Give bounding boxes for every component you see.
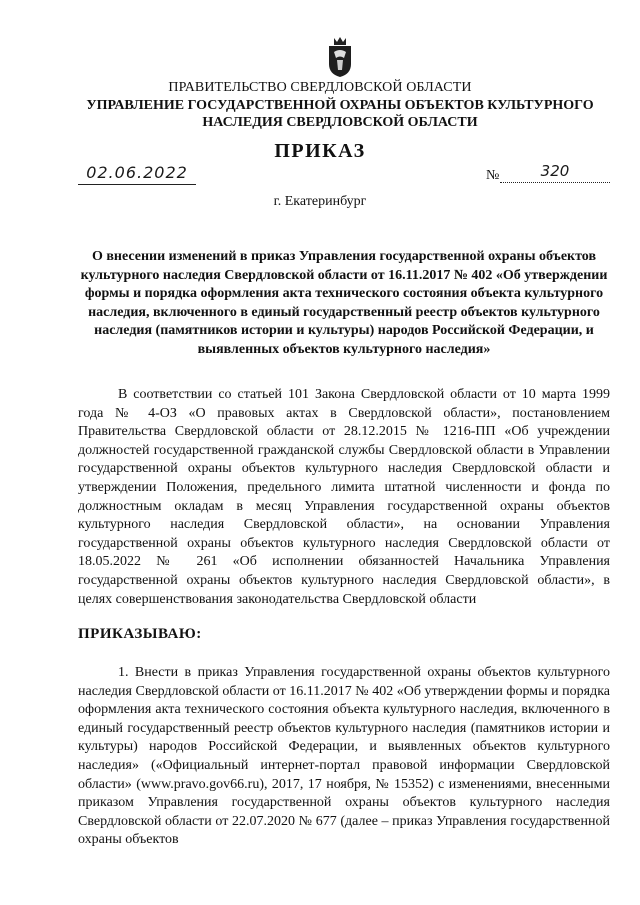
order-word: ПРИКАЗЫВАЮ: [78,626,202,642]
clause-1-paragraph: 1. Внести в приказ Управления государственной охраны объектов культурного наследия Свердловской области от 16.11.2017 № 402 «Об утверждении формы и порядка оформления акта технического состояния объекта культурного наследия, включенного в единый государственный реестр объектов культурного наследия (памятников истории и культуры) народов Российской Федерации, и выявленных объектов культурного наследия» («Официальный интернет-портал правовой информации Свердловской области» (www.pravo.gov66.ru), 2017, 17 ноября, № 15352) с изменениями, внесенными приказом Управления государственной охраны объектов культурного наследия Свердловской области от 22.07.2020 № 677 (далее – приказ Управления государственной охраны объектов [78,665,610,848]
document-type-title: ПРИКАЗ [274,140,366,162]
government-name: ПРАВИТЕЛЬСТВО СВЕРДЛОВСКОЙ ОБЛАСТИ [168,80,472,95]
preamble-paragraph: В соответствии со статьей 101 Закона Свердловской области от 10 марта 1999 года № 4-ОЗ «О правовых актах в Свердловской области», постановлением Правительства Свердловской области от 28.12.2015 № 1216-ПП «Об учреждении должностей государственной гражданской службы Свердловской области в Управлении государственной охраны объектов культурного наследия Свердловской области и утверждении Положения, предельного лимита штатной численности и фонда по должностным окладам в месяц Управления государственной охраны объектов культурного наследия Свердловской области», на основании Управления государственной охраны объектов культурного наследия Свердловской области от 18.05.2022 № 261 «Об исполнении обязанностей Начальника Управления государственной охраны объектов культурного наследия Свердловской области», в целях совершенствования законодательства Свердловской области [78,387,610,607]
number-label: № [486,168,500,183]
department-name: УПРАВЛЕНИЕ ГОСУДАРСТВЕННОЙ ОХРАНЫ ОБЪЕКТОВ КУЛЬТУРНОГО НАСЛЕДИЯ СВЕРДЛОВСКОЙ ОБЛАСТИ [86,98,594,130]
order-number: 320 [500,160,610,183]
order-subject: О внесении изменений в приказ Управления государственной охраны объектов культурного наследия Свердловской области от 16.11.2017 № 402 «Об утверждении формы и порядка оформления акта технического состояния объекта культурного наследия, включенного в единый государственный реестр объектов культурного наследия (памятников истории и культуры) народов Российской Федерации, и выявленных объектов культурного наследия» [80,249,608,357]
city-name: г. Екатеринбург [273,194,367,209]
order-date: 02.06.2022 [78,162,196,185]
coat-of-arms-icon [328,36,352,78]
